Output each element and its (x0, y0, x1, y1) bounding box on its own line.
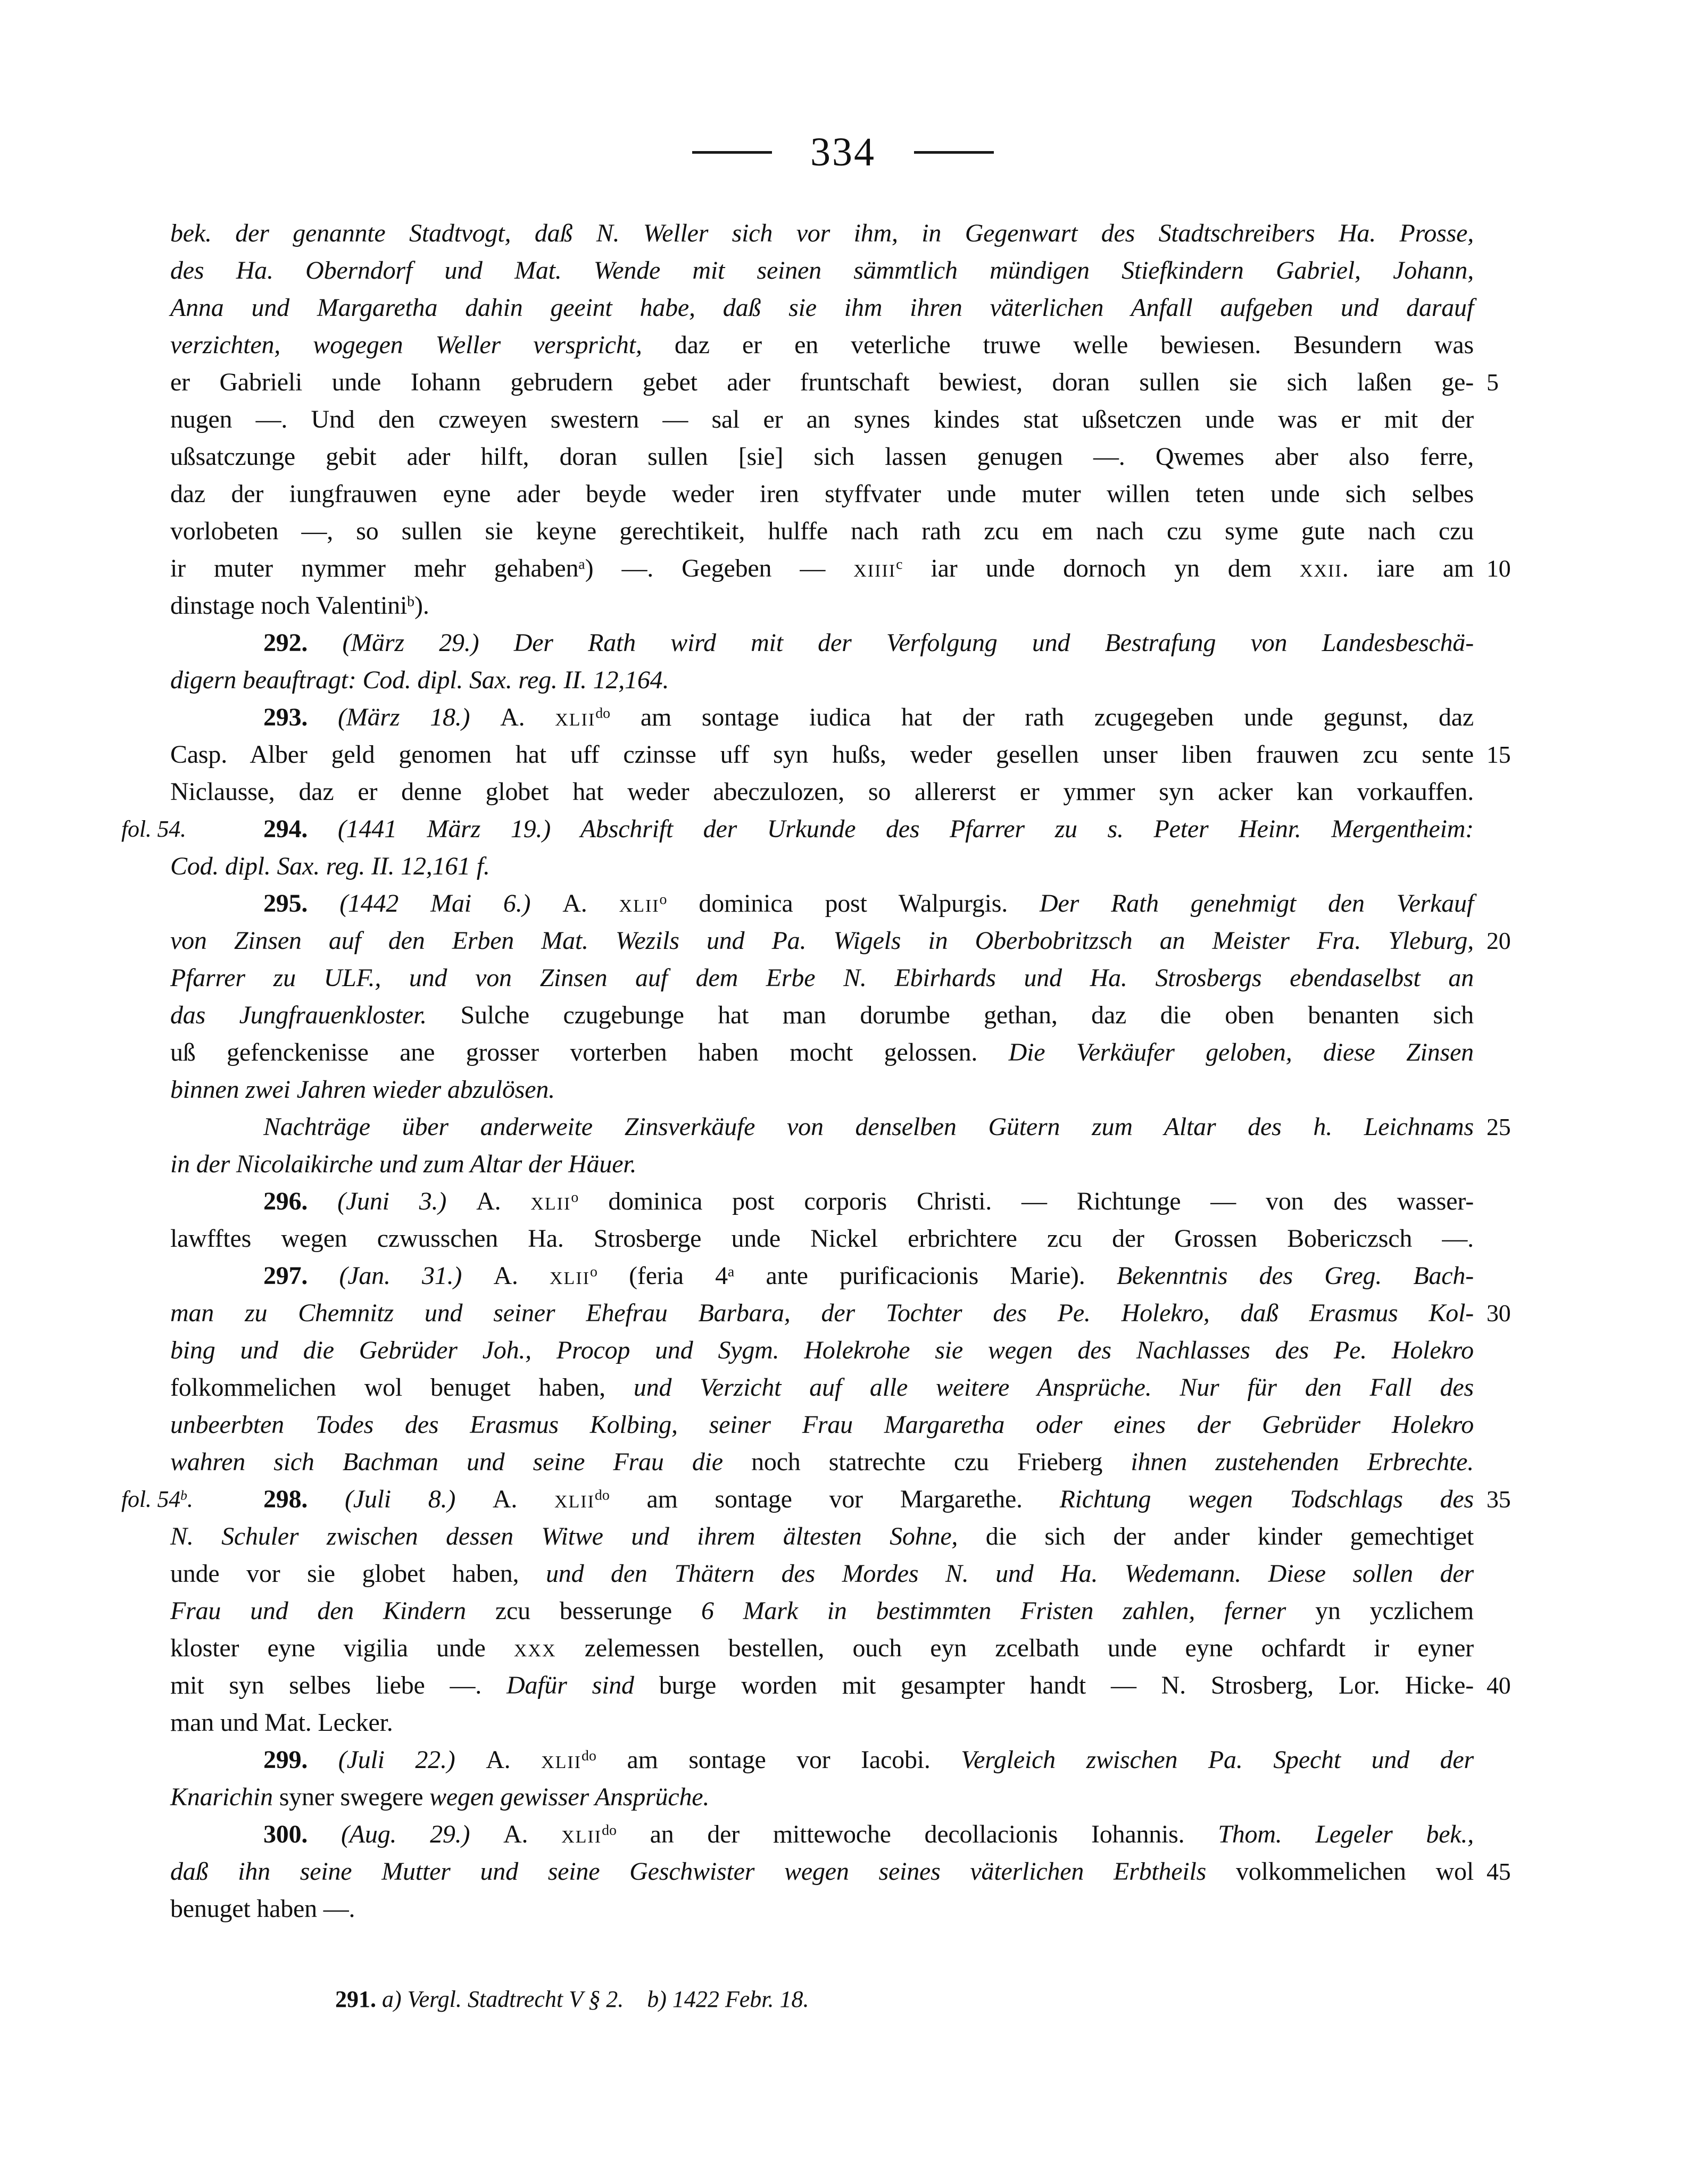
text-run: verzichten, wogegen Weller verspricht, (170, 331, 675, 359)
text-run: ihnen zustehenden Erbrechte. (1131, 1448, 1474, 1476)
text-run: a (578, 556, 585, 573)
text-run: o (589, 1263, 597, 1280)
text-run: Dafür sind (506, 1671, 659, 1699)
text-run: daz der iungfrauwen eyne ader beyde weder iren styffvater unde muter willen teten unde sich selbes (170, 480, 1474, 508)
text-run: 6 Mark in bestimmten Fristen zahlen, ferner (701, 1597, 1316, 1625)
text-run: man zu Chemnitz und seiner Ehefrau Barbara, der Tochter des Pe. Holekro, daß Erasmus Kol- (170, 1299, 1474, 1327)
text-line (170, 327, 1474, 364)
text-run: er Gabrieli unde Iohann gebrudern gebet ader fruntschaft bewiest, doran sullen sie sich laßen ge- (170, 368, 1474, 396)
text-run: . iare am (1342, 554, 1474, 582)
text-line (170, 1369, 1474, 1406)
text-line (170, 1593, 1474, 1630)
text-run: zcu besserunge (495, 1597, 701, 1625)
text-run: wegen gewisser Ansprüche. (429, 1783, 710, 1811)
text-run: noch statrechte czu Frieberg (751, 1448, 1131, 1476)
text-run (624, 1986, 647, 2012)
text-run: A. (486, 1746, 542, 1774)
text-run: mit syn selbes liebe —. (170, 1671, 507, 1699)
text-run: des Ha. Oberndorf und Mat. Wende mit seinen sämmtlich mündigen Stiefkindern Gabriel, Johann, (170, 256, 1474, 285)
text-run: 292. (263, 629, 308, 657)
text-run: (März 29.) Der Rath wird mit der Verfolgung und Bestrafung von Landesbeschä- (308, 629, 1474, 657)
text-run: bing und die Gebrüder Joh., Procop und Sygm. Holekrohe sie wegen des Nachlasses des Pe. Holekro (170, 1336, 1474, 1364)
text-line (170, 662, 1474, 699)
text-run: (Jan. 31.) (308, 1262, 494, 1290)
text-line (170, 438, 1474, 476)
text-run: xiiii (853, 554, 896, 582)
text-line (170, 885, 1474, 922)
text-run: dominica post Walpurgis. (667, 889, 1040, 918)
text-run: ). (414, 591, 429, 620)
text-line (170, 289, 1474, 327)
line-number: 5 (1486, 369, 1499, 396)
text-run: A. (500, 703, 555, 731)
text-run: fol. 54. (121, 816, 186, 842)
text-run: A. (493, 1262, 550, 1290)
text-line (170, 1444, 1474, 1481)
text-run: Niclausse, daz er denne globet hat weder abeczulozen, so allererst er ymmer syn acker kan vorkauffen. (170, 778, 1474, 806)
text-line (170, 513, 1474, 550)
text-run: A. (476, 1187, 531, 1215)
text-run: (1442 Mai 6.) (308, 889, 563, 918)
text-line (121, 1481, 1511, 1518)
text-line (170, 1295, 1511, 1332)
page-header (0, 127, 1686, 178)
text-line (170, 1741, 1474, 1779)
line-number: 10 (1486, 555, 1511, 582)
text-line (170, 922, 1511, 960)
text-line (170, 476, 1474, 513)
text-run: digern beauftragt: Cod. dipl. Sax. reg. II. 12,164. (170, 666, 669, 694)
text-run: yn yczlichem (1315, 1597, 1474, 1625)
text-run: 295. (263, 889, 308, 918)
text-run: unbeerbten Todes des Erasmus Kolbing, seiner Frau Margaretha oder eines der Gebrüder Holekro (170, 1411, 1474, 1439)
text-line (170, 252, 1474, 289)
text-run: benuget haben —. (170, 1895, 355, 1923)
text-run: o (571, 1189, 579, 1206)
text-run: und den Thätern des Mordes N. und Ha. Wedemann. Diese sollen der (545, 1560, 1474, 1588)
text-run: (Aug. 29.) (308, 1820, 504, 1848)
text-run: wahren sich Bachman und seine Frau die (170, 1448, 752, 1476)
text-run: xlii (530, 1187, 571, 1215)
line-number: 20 (1486, 927, 1511, 954)
text-run: und Verzicht auf alle weitere Ansprüche. Nur für den Fall des (633, 1373, 1474, 1402)
text-run: do (582, 1747, 596, 1764)
text-run: Frau und den Kindern (170, 1597, 495, 1625)
text-run: bek. der genannte Stadtvogt, daß N. Weller sich vor ihm, in Gegenwart des Stadtschreibers Ha. Prosse, (170, 219, 1474, 247)
text-run: volkommelichen wol (1235, 1857, 1474, 1886)
text-line (170, 736, 1511, 773)
text-run: xxx (513, 1634, 557, 1662)
text-line (170, 699, 1474, 736)
text-run: 291. (335, 1986, 382, 2012)
text-line (170, 1332, 1474, 1369)
text-line (170, 1034, 1474, 1071)
text-run: ußsatczunge gebit ader hilft, doran sullen [sie] sich lassen genugen —. Qwemes aber also ferre, (170, 443, 1474, 471)
text-line (170, 1220, 1474, 1257)
text-line (170, 1406, 1474, 1444)
text-run: dominica post corporis Christi. — Richtunge — von des wasser- (578, 1187, 1474, 1215)
text-run: a) Vergl. Stadtrecht V § 2. (382, 1986, 624, 2012)
text-line (170, 1071, 1474, 1108)
folio-margin-note (121, 1481, 193, 1518)
text-run: Die Verkäufer geloben, diese Zinsen (1008, 1038, 1474, 1066)
text-run: (Juli 22.) (308, 1746, 486, 1774)
text-run: Richtung wegen Todschlags des (1059, 1485, 1474, 1513)
text-line (170, 1890, 1474, 1928)
text-run: Bekenntnis des Greg. Bach- (1116, 1262, 1474, 1290)
text-run: (feria 4 (597, 1262, 728, 1290)
text-run: nugen —. Und den czweyen swestern — sal er an synes kindes stat ußsetczen unde was er mit der (170, 405, 1474, 434)
text-run: Cod. dipl. Sax. reg. II. 12,161 f. (170, 852, 490, 880)
text-line (121, 811, 1474, 848)
text-run: daß ihn seine Mutter und seine Geschwister wegen seines väterlichen Erbtheils (170, 1857, 1236, 1886)
text-run: do (602, 1822, 617, 1839)
folio-margin-note (121, 811, 186, 848)
text-line (170, 1779, 1474, 1816)
text-run: man und Mat. Lecker. (170, 1708, 393, 1737)
text-line (170, 997, 1474, 1034)
page-number: 334 (810, 129, 876, 174)
text-run: xlii (541, 1746, 582, 1774)
text-line (170, 1816, 1474, 1853)
text-run: iar unde dornoch yn dem (902, 554, 1300, 582)
line-number: 45 (1486, 1858, 1511, 1885)
text-run: Pfarrer zu ULF., und von Zinsen auf dem Erbe N. Ebirhards und Ha. Strosbergs ebendaselbst an (170, 964, 1474, 992)
text-run: Der Rath genehmigt den Verkauf (1040, 889, 1474, 918)
text-run: 297. (263, 1262, 308, 1290)
text-line (170, 624, 1474, 662)
text-run: A. (562, 889, 619, 918)
text-run: Knarichin (170, 1783, 279, 1811)
text-run: die sich der ander kinder gemechtiget (985, 1522, 1474, 1551)
line-number: 35 (1486, 1486, 1511, 1513)
text-run: (März 18.) (308, 703, 501, 731)
text-run: xlii (554, 1485, 595, 1513)
text-run: do (594, 1487, 610, 1504)
line-number: 25 (1486, 1113, 1511, 1140)
text-run: Nachträge über anderweite Zinsverkäufe von denselben Gütern zum Altar des h. Leichnams (263, 1113, 1474, 1141)
text-run: Casp. Alber geld genomen hat uff czinsse uff syn hußs, weder gesellen unser liben frauwen zcu sente (170, 740, 1474, 769)
text-run: xlii (555, 703, 596, 731)
text-run: 300. (263, 1820, 308, 1848)
text-run: b (407, 593, 415, 610)
footnote (335, 1982, 809, 2017)
text-line (170, 1146, 1474, 1183)
line-number: 15 (1486, 741, 1511, 768)
text-run: 299. (263, 1746, 308, 1774)
text-run: 293. (263, 703, 308, 731)
text-line (170, 550, 1511, 587)
text-run: xlii (550, 1262, 590, 1290)
line-number: 40 (1486, 1672, 1511, 1699)
text-run: am sontage vor Margarethe. (609, 1485, 1060, 1513)
text-run: kloster eyne vigilia unde (170, 1634, 514, 1662)
text-run: . (187, 1486, 193, 1512)
text-line (170, 401, 1474, 438)
text-run: c (896, 556, 903, 573)
text-line (170, 1257, 1474, 1295)
text-run: Sulche czugebunge hat man dorumbe gethan, daz die oben benanten sich (460, 1001, 1474, 1029)
text-run: lawfftes wegen czwusschen Ha. Strosberge unde Nickel erbrichtere zcu der Grossen Bobericzsch —. (170, 1224, 1474, 1253)
text-run: fol. 54 (121, 1486, 181, 1512)
text-run: das Jungfrauenkloster. (170, 1001, 461, 1029)
text-line (170, 215, 1474, 252)
text-run: am sontage iudica hat der rath zcugegeben unde gegunst, daz (610, 703, 1474, 731)
text-line (170, 1183, 1474, 1220)
text-run: 294. (263, 815, 308, 843)
text-run: a (727, 1263, 735, 1280)
text-run: b (180, 1487, 187, 1503)
text-run: xlii (561, 1820, 602, 1848)
text-run: do (595, 705, 611, 722)
text-line (170, 773, 1474, 811)
text-run: dinstage noch Valentini (170, 591, 408, 620)
text-run: b) 1422 Febr. 18. (647, 1986, 809, 2012)
text-line (170, 1555, 1474, 1593)
header-rule-right (914, 151, 994, 154)
text-run: daz er en veterliche truwe welle bewiesen. Besundern was (674, 331, 1474, 359)
text-run: uß gefenckenisse ane grosser vorterben haben mocht gelossen. (170, 1038, 1009, 1066)
text-run: in der Nicolaikirche und zum Altar der Häuer. (170, 1150, 637, 1178)
text-line (170, 848, 1474, 885)
text-run: A. (503, 1820, 562, 1848)
text-run: ante purificacionis Marie). (734, 1262, 1117, 1290)
text-run: folkommelichen wol benuget haben, (170, 1373, 634, 1402)
text-run: (1441 März 19.) Abschrift der Urkunde des Pfarrer zu s. Peter Heinr. Mergentheim: (308, 815, 1474, 843)
text-line (170, 1108, 1511, 1146)
text-run: syner swegere (279, 1783, 430, 1811)
text-line (170, 587, 1474, 624)
text-run: xlii (619, 889, 660, 918)
line-number: 30 (1486, 1299, 1511, 1327)
text-line (170, 1630, 1474, 1667)
text-run: ) —. Gegeben — (585, 554, 854, 582)
text-run: binnen zwei Jahren wieder abzulösen. (170, 1076, 555, 1104)
text-run: 296. (263, 1187, 308, 1215)
text-run: A. (492, 1485, 554, 1513)
text-run: Anna und Margaretha dahin geeint habe, daß sie ihm ihren väterlichen Anfall aufgeben und darauf (170, 294, 1474, 322)
text-run: ir muter nymmer mehr gehaben (170, 554, 579, 582)
text-run: an der mittewoche decollacionis Iohannis. (616, 1820, 1218, 1848)
text-line (170, 364, 1499, 401)
text-line (170, 1667, 1511, 1704)
text-run: unde vor sie globet haben, (170, 1560, 546, 1588)
text-run: vorlobeten —, so sullen sie keyne gerechtikeit, hulffe nach rath zcu em nach czu syme gute nach czu (170, 517, 1474, 545)
text-run: (Juli 8.) (308, 1485, 493, 1513)
text-line (170, 960, 1474, 997)
text-run: von Zinsen auf den Erben Mat. Wezils und Pa. Wigels in Oberbobritzsch an Meister Fra. Yleburg, (170, 927, 1474, 955)
text-run: burge worden mit gesampter handt — N. Strosberg, Lor. Hicke- (659, 1671, 1474, 1699)
text-line (170, 1518, 1474, 1555)
text-line (170, 1704, 1474, 1741)
text-run: am sontage vor Iacobi. (596, 1746, 961, 1774)
text-block (121, 215, 1511, 1928)
text-run: xxii (1299, 554, 1342, 582)
text-run: 298. (263, 1485, 308, 1513)
header-rule-left (692, 151, 772, 154)
text-run: (Juni 3.) (308, 1187, 477, 1215)
text-run: N. Schuler zwischen dessen Witwe und ihrem ältesten Sohne, (170, 1522, 986, 1551)
text-line (170, 1853, 1511, 1890)
text-run: Thom. Legeler bek., (1218, 1820, 1474, 1848)
text-run: zelemessen bestellen, ouch eyn zcelbath unde eyne ochfardt ir eyner (556, 1634, 1474, 1662)
text-run: Vergleich zwischen Pa. Specht und der (961, 1746, 1474, 1774)
text-run: o (659, 891, 667, 908)
